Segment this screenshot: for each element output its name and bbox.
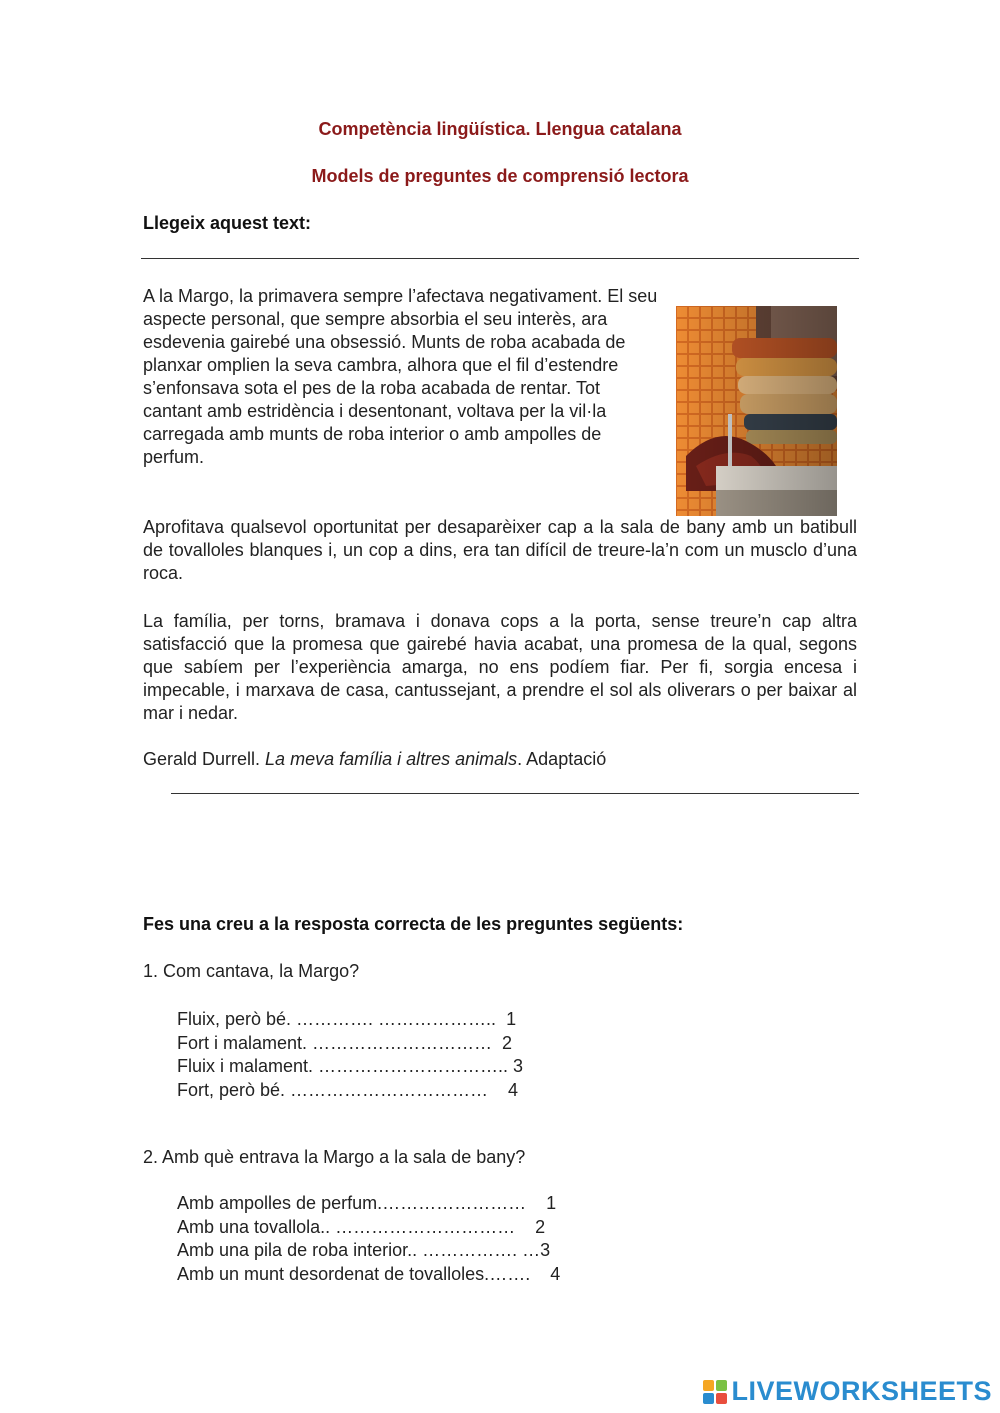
question-2-option[interactable]: Amb ampolles de perfum.…………………… 1 — [177, 1193, 557, 1213]
bottom-divider — [171, 793, 859, 794]
question-1-option[interactable]: Fort i malament. ………………………… 2 — [177, 1032, 513, 1053]
reading-source — [143, 748, 606, 771]
question-1-option[interactable]: Fluix, però bé. …………. ……………….. 1 — [177, 1009, 517, 1029]
question-1: 1. Com cantava, la Margo? — [143, 961, 360, 981]
reading-instruction: Llegeix aquest text: — [143, 213, 312, 233]
question-2-option[interactable]: Amb una tovallola.. ………………………… 2 — [177, 1216, 546, 1237]
reading-paragraph-1: A la Margo, la primavera sempre l’afectava negativament. El seu aspecte personal, que sempre absorbia el seu interès, ara esdevenia gairebé una obsessió. Munts de roba acabada de planxar omplien la seva cambra, alhora que el fil d’estendre s’enfonsava sota el pes de la roba acabada de rentar. Tot cantant amb estridència i desentonant, voltava per la vil·la carregada amb munts de roba interior o amb ampolles de perfum. — [143, 286, 658, 467]
source-suffix: . Adaptació — [517, 749, 607, 769]
page-subtitle: Models de preguntes de comprensió lectora — [311, 166, 689, 186]
liveworksheets-logo[interactable] — [703, 1376, 992, 1407]
question-1-option[interactable]: Fort, però bé. …………………………… 4 — [177, 1079, 519, 1100]
source-author: Gerald Durrell. — [143, 749, 266, 769]
reading-paragraph-2: Aprofitava qualsevol oportunitat per desaparèixer cap a la sala de bany amb un batibull de tovalloles blanques i, un cop a dins, era tan difícil de treure-la’n com un musclo d’una roca. — [143, 517, 857, 583]
laundry-photo — [676, 306, 837, 516]
question-2-option[interactable]: Amb un munt desordenat de tovalloles.……. 4 — [177, 1263, 561, 1284]
question-2-options — [177, 1192, 560, 1286]
questions-instruction: Fes una creu a la resposta correcta de les preguntes següents: — [143, 914, 684, 934]
question-2: 2. Amb què entrava la Margo a la sala de bany? — [143, 1147, 526, 1167]
question-1-option[interactable]: Fluix i malament. ………………………….. 3 — [177, 1056, 524, 1076]
top-divider — [141, 258, 859, 259]
question-2-option[interactable]: Amb una pila de roba interior.. ……………. …3 — [177, 1240, 551, 1260]
source-book-title: La meva família i altres animals — [265, 749, 518, 769]
liveworksheets-logo-icon — [703, 1380, 727, 1404]
reading-paragraph-3: La família, per torns, bramava i donava cops a la porta, sense treure’n cap altra satisfacció que la promesa que gairebé havia acabat, una promesa de la qual, segons que sabíem per l’experiència amarga, no ens podíem fiar. Per fi, sorgia encesa i impecable, i marxava de casa, cantussejant, a prendre el sol als oliverars o per baixar al mar i nedar. — [143, 611, 857, 723]
liveworksheets-logo-text: LIVEWORKSHEETS — [731, 1376, 992, 1406]
page-title: Competència lingüística. Llengua catalana — [318, 119, 682, 139]
question-1-options — [177, 1008, 523, 1102]
